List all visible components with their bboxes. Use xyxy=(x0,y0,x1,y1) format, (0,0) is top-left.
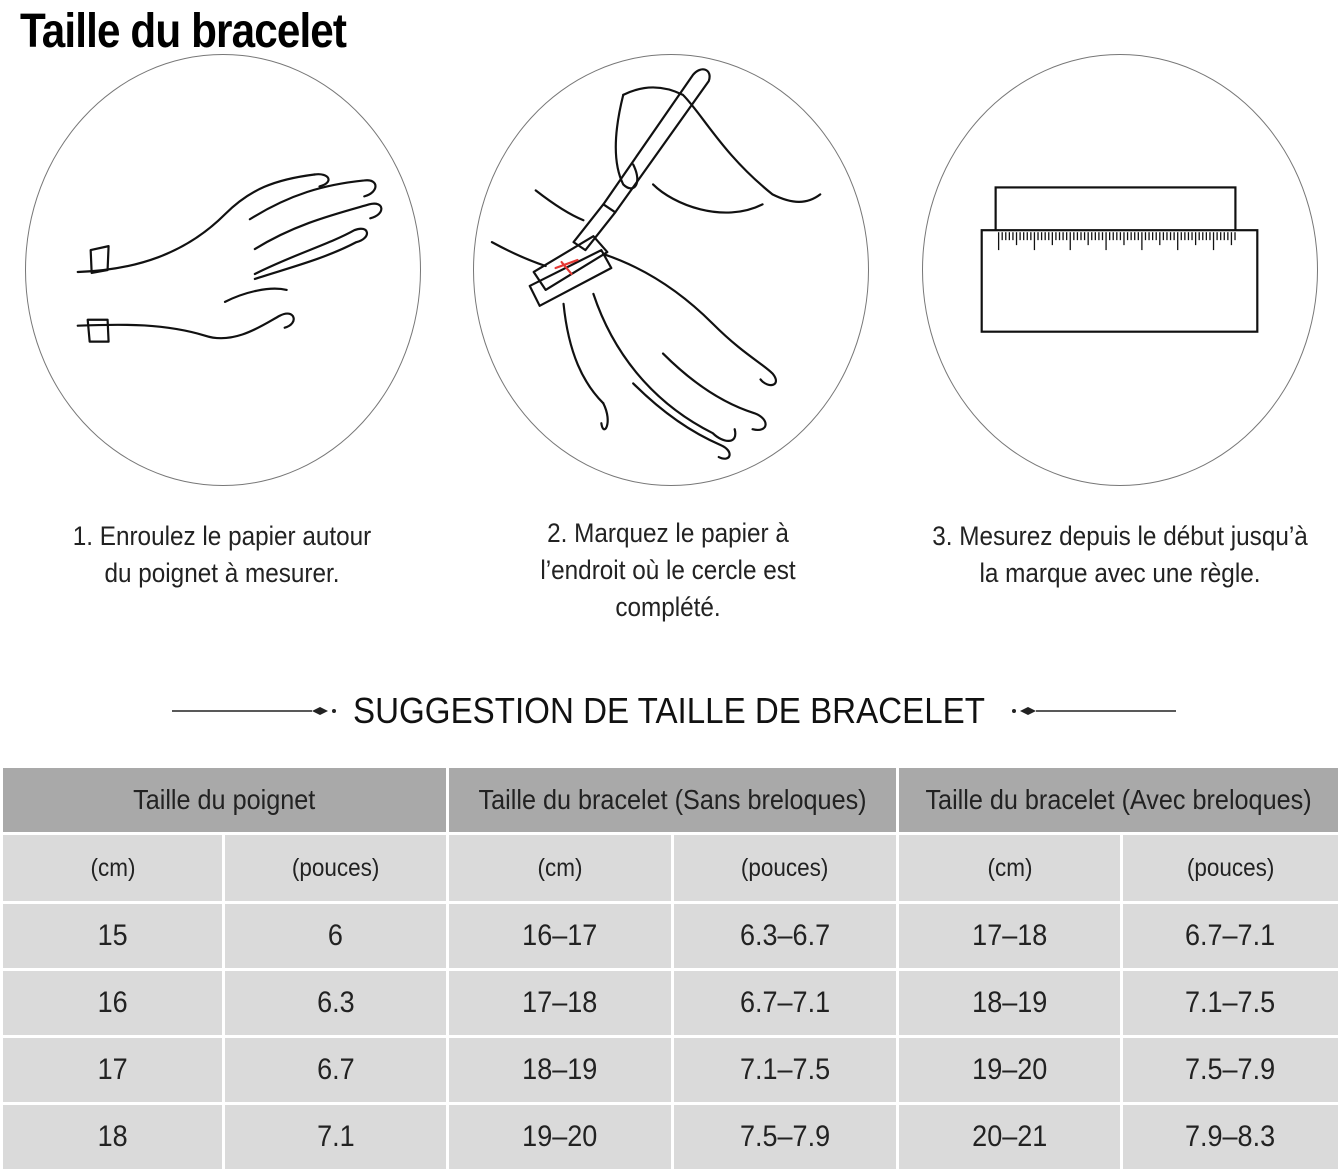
group-wrist-size: Taille du poignet xyxy=(2,767,448,834)
page-title: Taille du bracelet xyxy=(20,5,347,58)
table-row xyxy=(2,1104,1338,1171)
table-cell: 6 xyxy=(224,903,448,970)
section-title: SUGGESTION DE TAILLE DE BRACELET xyxy=(353,690,985,731)
table-cell: 18–19 xyxy=(448,1037,673,1104)
step-2-text: 2. Marquez le papier à l’endroit où le cercle est complété. xyxy=(540,518,796,622)
table-cell: 7.9–8.3 xyxy=(1122,1104,1338,1171)
hand-pen-mark-icon xyxy=(474,55,868,485)
unit-cell: (pouces) xyxy=(224,834,448,903)
step-1-text: 1. Enroulez le papier autour du poignet à mesurer. xyxy=(72,521,372,588)
step-2-illustration xyxy=(473,54,869,486)
unit-cell: (cm) xyxy=(448,834,673,903)
table-cell: 17–18 xyxy=(898,903,1122,970)
size-table xyxy=(0,765,1338,1172)
table-cell: 6.7 xyxy=(224,1037,448,1104)
table-group-header xyxy=(2,767,1338,834)
table-cell: 16 xyxy=(2,970,224,1037)
table-cell: 19–20 xyxy=(448,1104,673,1171)
step-1-illustration xyxy=(25,54,421,486)
group-bracelet-with-charms: Taille du bracelet (Avec breloques) xyxy=(898,767,1338,834)
unit-cell: (cm) xyxy=(2,834,224,903)
table-cell: 7.1–7.5 xyxy=(1122,970,1338,1037)
table-cell: 19–20 xyxy=(898,1037,1122,1104)
table-cell: 17 xyxy=(2,1037,224,1104)
step-3-illustration xyxy=(922,54,1318,486)
table-row xyxy=(2,970,1338,1037)
unit-cell: (pouces) xyxy=(1122,834,1338,903)
table-cell: 17–18 xyxy=(448,970,673,1037)
hand-paper-wrap-icon xyxy=(26,55,420,485)
unit-cell: (pouces) xyxy=(673,834,898,903)
table-cell: 6.7–7.1 xyxy=(673,970,898,1037)
table-row xyxy=(2,1037,1338,1104)
table-cell: 7.1 xyxy=(224,1104,448,1171)
table-units-row xyxy=(2,834,1338,903)
unit-cell: (cm) xyxy=(898,834,1122,903)
table-cell: 15 xyxy=(2,903,224,970)
table-cell: 6.7–7.1 xyxy=(1122,903,1338,970)
group-bracelet-no-charms: Taille du bracelet (Sans breloques) xyxy=(448,767,898,834)
table-cell: 7.5–7.9 xyxy=(673,1104,898,1171)
ruler-measure-icon xyxy=(923,55,1317,485)
table-row xyxy=(2,903,1338,970)
right-ornament-icon xyxy=(1004,704,1176,718)
step-3-text: 3. Mesurez depuis le début jusqu’à la marque avec une règle. xyxy=(932,521,1308,588)
table-cell: 16–17 xyxy=(448,903,673,970)
table-cell: 6.3 xyxy=(224,970,448,1037)
section-header xyxy=(0,686,1338,736)
table-cell: 6.3–6.7 xyxy=(673,903,898,970)
table-cell: 7.5–7.9 xyxy=(1122,1037,1338,1104)
table-cell: 7.1–7.5 xyxy=(673,1037,898,1104)
table-cell: 18–19 xyxy=(898,970,1122,1037)
table-cell: 20–21 xyxy=(898,1104,1122,1171)
table-cell: 18 xyxy=(2,1104,224,1171)
